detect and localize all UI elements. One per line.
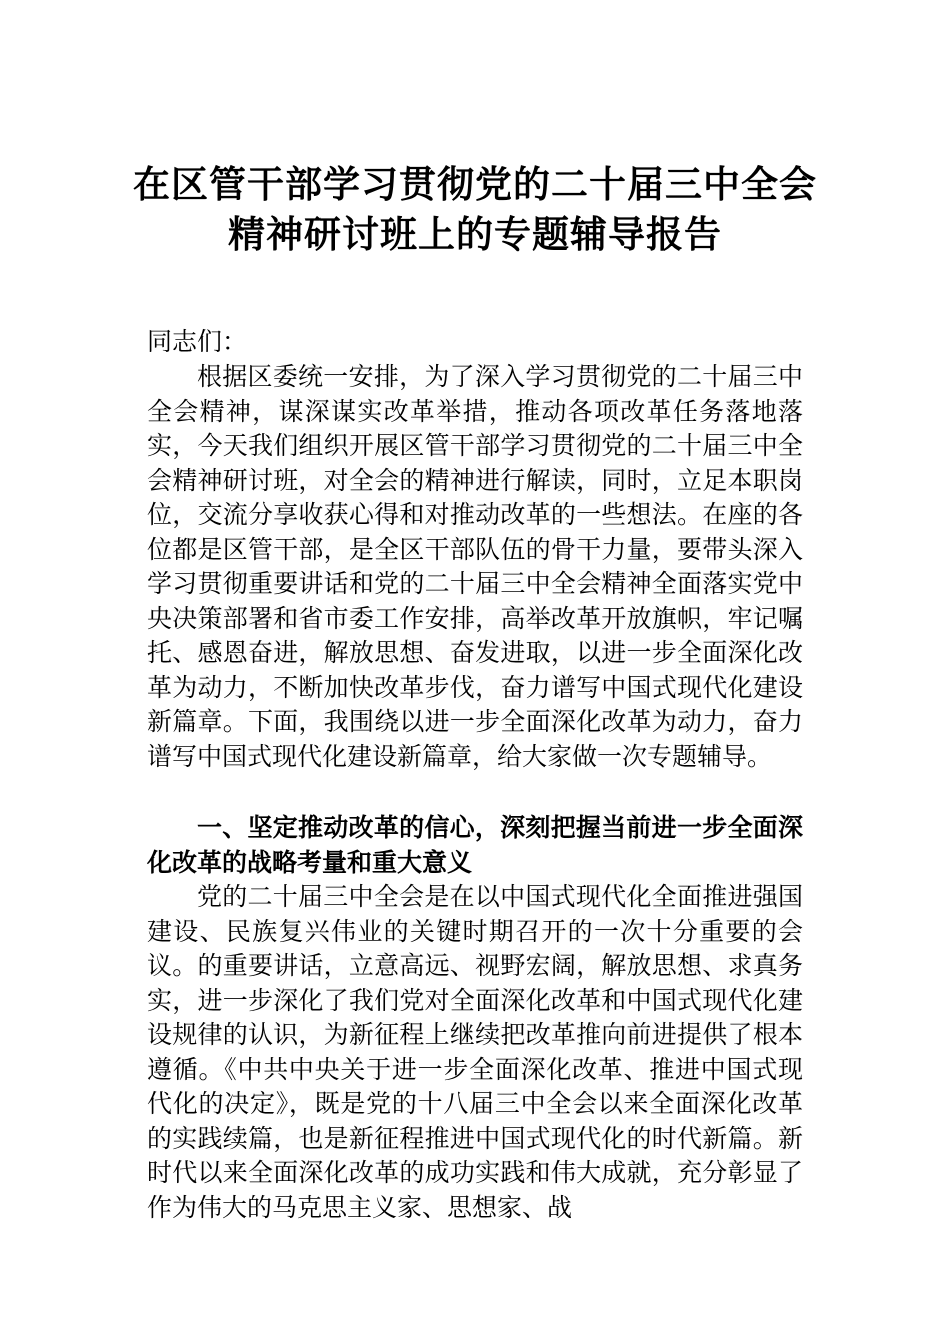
paragraph-intro: 根据区委统一安排，为了深入学习贯彻党的二十届三中全会精神，谋深谋实改革举措，推动各项改革任务落地落实，今天我们组织开展区管干部学习贯彻党的二十届三中全会精神研讨班，对全会的精神进行解读，同时，立足本职岗位，交流分享收获心得和对推动改革的一些想法。在座的各位都是区管干部，是全区干部队伍的骨干力量，要带头深入学习贯彻重要讲话和党的二十届三中全会精神全面落实党中央决策部署和省市委工作安排，高举改革开放旗帜，牢记嘱托、感恩奋进，解放思想、奋发进取，以进一步全面深化改革为动力，不断加快改革步伐，奋力谱写中国式现代化建设新篇章。下面，我围绕以进一步全面深化改革为动力，奋力谱写中国式现代化建设新篇章，给大家做一次专题辅导。 [147,362,803,771]
salutation: 同志们： [147,327,248,356]
document-title-line-1: 在区管干部学习贯彻党的二十届三中全会 [133,162,817,206]
paragraph-section-1: 党的二十届三中全会是在以中国式现代化全面推进强国建设、民族复兴伟业的关键时期召开的一次十分重要的会议。的重要讲话，立意高远、视野宏阔，解放思想、求真务实，进一步深化了我们党对全面深化改革和中国式现代化建设规律的认识，为新征程上继续把改革推向前进提供了根本遵循。《中共中央关于进一步全面深化改革、推进中国式现代化的决定》，既是党的十八届三中全会以来全面深化改革的实践续篇，也是新征程推进中国式现代化的时代新篇。新时代以来全面深化改革的成功实践和伟大成就，充分彰显了作为伟大的马克思主义家、思想家、战 [147,882,803,1222]
document-title-line-2: 精神研讨班上的专题辅导报告 [228,212,722,256]
section-heading-1: 一、坚定推动改革的信心，深刻把握当前进一步全面深化改革的战略考量和重大意义 [147,813,803,877]
